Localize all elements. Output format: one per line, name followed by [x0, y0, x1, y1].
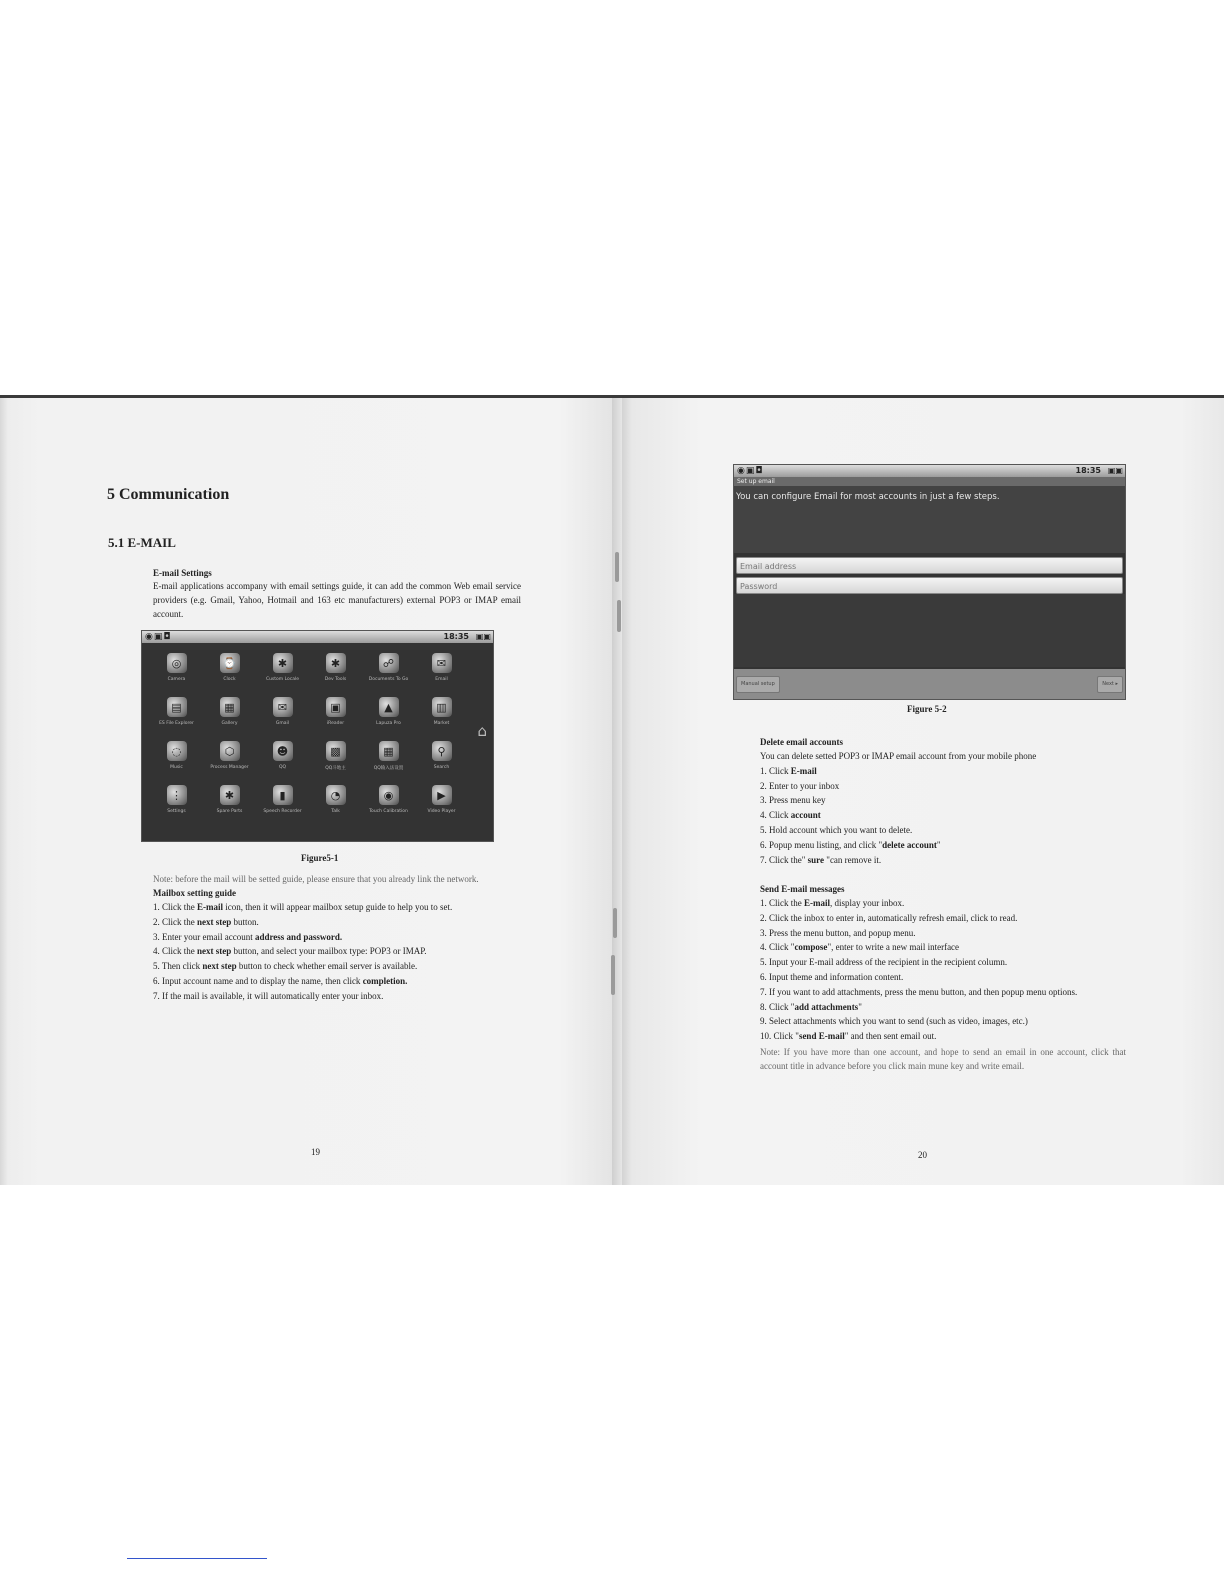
- app-icon: ◎: [167, 653, 187, 673]
- step-line: [760, 896, 1126, 911]
- step-text: 5. Input your E-mail address of the recipient in the recipient column.: [760, 957, 1008, 968]
- step-line: [760, 1029, 1126, 1044]
- app-icon: ▤: [167, 697, 187, 717]
- step-text: 6. Input account name and to display the name, then click: [153, 975, 363, 986]
- send-note: Note: If you have more than one account, and hope to send an email in one account, click that account title in advance before you click main mune key and write email.: [760, 1046, 1126, 1071]
- status-right-icons: ▣▣: [475, 632, 491, 641]
- step-line: [760, 823, 1036, 838]
- step-line: [153, 900, 452, 915]
- app-label: QQ: [278, 765, 287, 770]
- figure-5-2-caption: Figure 5-2: [907, 704, 947, 714]
- step-text: "can remove it.: [824, 854, 882, 865]
- app-launcher-item[interactable]: [415, 691, 468, 735]
- app-label: Gmail: [275, 721, 290, 726]
- step-emphasis: E-mail: [197, 902, 223, 912]
- app-label: Spare Parts: [216, 809, 243, 814]
- setup-title-bar: Set up email: [734, 477, 1125, 486]
- step-text: 2. Click the: [153, 916, 197, 927]
- app-icon: ▦: [220, 697, 240, 717]
- step-text: 5. Then click: [153, 961, 203, 972]
- next-arrow-icon: ▸: [1115, 681, 1118, 687]
- app-label: Settings: [167, 809, 186, 814]
- step-line: [760, 1014, 1126, 1029]
- app-icon: ▲: [379, 697, 399, 717]
- delete-accounts-steps: [760, 749, 1036, 867]
- app-launcher-item[interactable]: [415, 779, 468, 823]
- step-emphasis: sure: [807, 854, 825, 865]
- step-line: [153, 944, 452, 959]
- app-icon: ▥: [432, 697, 452, 717]
- step-line: [760, 955, 1126, 970]
- app-launcher-item[interactable]: [309, 647, 362, 691]
- step-text: 6. Popup menu listing, and click ": [760, 839, 883, 850]
- mailbox-guide-heading: Mailbox setting guide: [153, 888, 237, 898]
- step-text: 4. Click the: [153, 946, 197, 957]
- step-text: button to check whether email server is available.: [236, 961, 418, 972]
- mailbox-guide-steps: [153, 900, 452, 1004]
- step-line: [153, 974, 452, 989]
- next-button[interactable]: [1097, 676, 1123, 693]
- app-icon: ◉: [379, 785, 399, 805]
- app-icon: ✉: [432, 653, 452, 673]
- step-line: [760, 985, 1126, 1000]
- app-label: Talk: [331, 809, 340, 814]
- step-text: button, and select your mailbox type: POP3 or IMAP.: [231, 946, 427, 957]
- step-text: 3. Enter your email account: [153, 931, 255, 942]
- step-text: 9. Select attachments which you want to send (such as video, images, etc.): [760, 1016, 1028, 1027]
- book-spine: [612, 398, 622, 1185]
- step-text: ": [858, 1001, 862, 1012]
- page-number: 19: [311, 1147, 320, 1157]
- section-title: 5.1 E-MAIL: [108, 535, 176, 550]
- app-label: ES File Explorer: [159, 721, 194, 726]
- send-messages-steps: [760, 896, 1126, 1044]
- app-label: Camera: [167, 677, 186, 682]
- app-label: Process Manager: [210, 765, 249, 770]
- status-right-icons: ▣▣: [1107, 466, 1123, 475]
- app-label: Speech Recorder: [263, 809, 302, 814]
- step-emphasis: send E-mail: [798, 1031, 845, 1042]
- step-line: [153, 959, 452, 974]
- app-launcher-item[interactable]: [256, 735, 309, 779]
- app-icon: ▣: [326, 697, 346, 717]
- step-line: [760, 970, 1126, 985]
- binding-staple: [615, 552, 619, 582]
- setup-body: [734, 594, 1125, 667]
- app-launcher-item[interactable]: [203, 779, 256, 823]
- step-line: [760, 838, 1036, 853]
- step-emphasis: next step: [202, 961, 237, 972]
- app-launcher-item[interactable]: [256, 647, 309, 691]
- app-icon: ⬡: [220, 741, 240, 761]
- delete-accounts-block: [760, 735, 1036, 867]
- setup-intro-text: You can configure Email for most accounts in just a few steps.: [736, 492, 1000, 502]
- app-label: Touch Calibration: [369, 809, 408, 814]
- step-line: [760, 853, 1036, 868]
- app-label: Custom Locale: [265, 677, 300, 682]
- app-launcher-item[interactable]: [203, 691, 256, 735]
- step-text: 8. Click ": [760, 1001, 795, 1012]
- email-settings-heading: E-mail Settings: [153, 568, 212, 578]
- app-launcher-item[interactable]: [203, 735, 256, 779]
- chapter-title: 5 Communication: [107, 486, 230, 503]
- step-line: [760, 793, 1036, 808]
- send-messages-heading: Send E-mail messages: [760, 884, 845, 894]
- step-text: 7. If the mail is available, it will automatically enter your inbox.: [153, 990, 384, 1001]
- mailbox-guide-block: [153, 886, 452, 1004]
- step-line: [153, 989, 452, 1004]
- app-launcher-item[interactable]: [415, 647, 468, 691]
- step-text: 1. Click the: [153, 902, 197, 912]
- app-icon: ◌: [167, 741, 187, 761]
- app-launcher-item[interactable]: [309, 691, 362, 735]
- step-text: 2. Click the inbox to enter in, automatically refresh email, click to read.: [760, 912, 1018, 923]
- app-launcher-item[interactable]: [415, 735, 468, 779]
- app-icon: ✱: [273, 653, 293, 673]
- manual-setup-button[interactable]: Manual setup: [736, 676, 780, 693]
- step-text: 6. Input theme and information content.: [760, 971, 904, 982]
- setup-intro-area: [734, 486, 1125, 553]
- password-field[interactable]: Password: [736, 577, 1123, 594]
- step-text: button.: [231, 916, 259, 927]
- step-emphasis: delete account: [882, 839, 937, 850]
- app-label: Email: [435, 677, 448, 682]
- app-launcher-item[interactable]: [362, 647, 415, 691]
- step-emphasis: account: [790, 810, 821, 821]
- setup-button-bar: [734, 669, 1125, 699]
- network-note: Note: before the mail will be setted guide, please ensure that you already link the network.: [153, 874, 479, 884]
- app-label: Search: [433, 765, 450, 770]
- step-emphasis: add attachments: [794, 1001, 859, 1012]
- app-launcher-item[interactable]: [362, 779, 415, 823]
- step-line: [760, 940, 1126, 955]
- step-text: 1. Click: [760, 765, 791, 776]
- app-label: iReader: [326, 721, 345, 726]
- step-text: 3. Press the menu button, and popup menu.: [760, 927, 916, 938]
- step-text: 10. Click ": [760, 1031, 799, 1042]
- step-text: ": [936, 839, 941, 850]
- right-page: [622, 398, 1224, 1185]
- app-icon: ⌚: [220, 653, 240, 673]
- figure-5-1-caption: Figure5-1: [301, 853, 339, 863]
- step-emphasis: next step: [197, 916, 232, 927]
- email-settings-text: E-mail applications accompany with email settings guide, it can add the common Web email service providers (e.g. Gmail, Yahoo, Hotmail and 163 etc manufacturers) external POP3 or IMAP email account.: [153, 581, 521, 619]
- figure-5-2-screenshot: [733, 464, 1126, 700]
- send-messages-block: [760, 882, 1126, 1073]
- step-line: [760, 911, 1126, 926]
- figure-5-1-screenshot: [141, 630, 494, 842]
- step-emphasis: completion.: [362, 975, 408, 986]
- binding-staple: [613, 908, 617, 938]
- step-line: [153, 930, 452, 945]
- page-number: 20: [918, 1150, 927, 1160]
- step-line: [760, 764, 1036, 779]
- delete-accounts-heading: Delete email accounts: [760, 737, 843, 747]
- step-text: " and then sent email out.: [844, 1031, 937, 1042]
- app-label: Music: [170, 765, 183, 770]
- step-emphasis: compose: [794, 942, 828, 953]
- app-icon: ⚲: [432, 741, 452, 761]
- app-label: Dev Tools: [324, 677, 347, 682]
- app-icon: ▮: [273, 785, 293, 805]
- app-drawer-grid: [150, 647, 470, 823]
- step-line: [760, 749, 1036, 764]
- step-line: [760, 779, 1036, 794]
- step-line: [760, 926, 1126, 941]
- app-launcher-item[interactable]: [150, 779, 203, 823]
- step-text: 4. Click ": [760, 942, 795, 953]
- step-emphasis: next step: [197, 946, 232, 957]
- step-text: 4. Click: [760, 810, 791, 821]
- step-line: [760, 1000, 1126, 1015]
- step-line: [760, 808, 1036, 823]
- app-launcher-item[interactable]: [362, 735, 415, 779]
- status-bar: [734, 465, 1125, 477]
- step-text: icon, then it will appear mailbox setup guide to help you to set.: [223, 902, 453, 912]
- step-text: You can delete setted POP3 or IMAP email account from your mobile phone: [760, 751, 1037, 761]
- step-text: 7. Click the": [760, 854, 808, 865]
- step-emphasis: E-mail: [804, 898, 830, 908]
- step-line: [153, 915, 452, 930]
- next-button-label: Next: [1102, 681, 1114, 687]
- stray-underline: [127, 1558, 267, 1559]
- app-icon: ⋮: [167, 785, 187, 805]
- email-address-field[interactable]: Email address: [736, 557, 1123, 574]
- app-icon: ▦: [379, 741, 399, 761]
- app-label: Video Player: [427, 809, 456, 814]
- app-launcher-item[interactable]: [150, 735, 203, 779]
- app-icon: ◔: [326, 785, 346, 805]
- app-launcher-item[interactable]: [309, 779, 362, 823]
- notification-icons: ◉▣◘: [145, 632, 172, 642]
- app-icon: ☻: [273, 741, 293, 761]
- step-text: 7. If you want to add attachments, press the menu button, and then popup menu options.: [760, 986, 1078, 997]
- step-text: ", enter to write a new mail interface: [827, 942, 960, 953]
- status-time: 18:35: [1075, 466, 1101, 475]
- left-page: [0, 398, 612, 1185]
- app-launcher-item[interactable]: [256, 779, 309, 823]
- email-settings-block: [153, 568, 521, 621]
- binding-staple: [617, 600, 621, 632]
- step-text: 1. Click the: [760, 898, 804, 908]
- app-launcher-item[interactable]: [362, 691, 415, 735]
- app-launcher-item[interactable]: [150, 691, 203, 735]
- app-label: Documents To Go: [368, 677, 409, 682]
- app-label: Market: [433, 721, 450, 726]
- app-launcher-item[interactable]: [203, 647, 256, 691]
- app-launcher-item[interactable]: [256, 691, 309, 735]
- app-label: QQ斗地主: [325, 766, 346, 771]
- app-icon: ✱: [326, 653, 346, 673]
- notification-icons: ◉▣◘: [737, 466, 764, 476]
- app-launcher-item[interactable]: [150, 647, 203, 691]
- app-label: Clock: [223, 677, 236, 682]
- status-bar: [142, 631, 493, 643]
- app-icon: ▶: [432, 785, 452, 805]
- app-label: Gallery: [221, 721, 238, 726]
- step-text: 5. Hold account which you want to delete.: [760, 824, 913, 835]
- app-icon: ✉: [273, 697, 293, 717]
- status-time: 18:35: [443, 632, 469, 641]
- step-emphasis: address and password.: [254, 931, 343, 942]
- app-label: Lapuza Pro: [376, 721, 401, 726]
- app-launcher-item[interactable]: [309, 735, 362, 779]
- step-text: , display your inbox.: [830, 898, 905, 908]
- step-text: 3. Press menu key: [760, 795, 826, 806]
- app-icon: ▩: [326, 741, 346, 761]
- step-emphasis: E-mail: [790, 765, 817, 776]
- app-icon: ✱: [220, 785, 240, 805]
- app-label: QQ输入法设置: [373, 766, 404, 771]
- home-icon[interactable]: ⌂: [477, 722, 487, 740]
- app-icon: ☍: [379, 653, 399, 673]
- step-text: 2. Enter to your inbox: [760, 780, 840, 791]
